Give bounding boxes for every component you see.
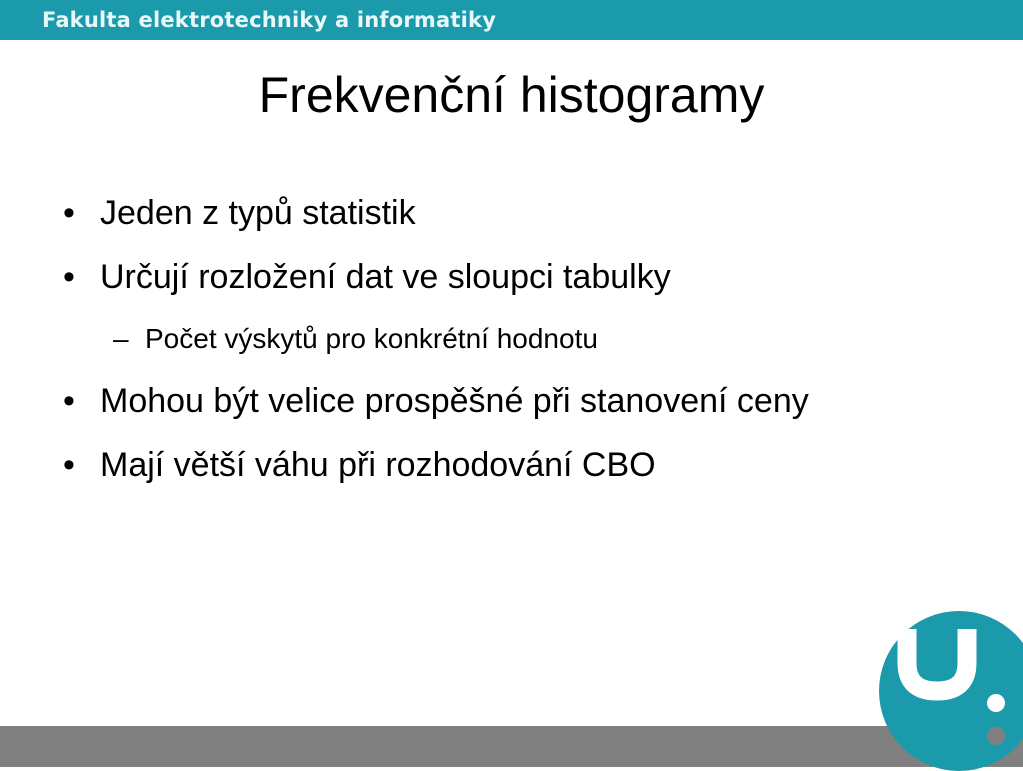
bullet-text: Jeden z typů statistik (100, 194, 416, 232)
bullet-text: Mají větší váhu při rozhodování CBO (100, 446, 656, 484)
bullet-item (63, 444, 656, 486)
bullet-marker: • (63, 382, 75, 420)
bullet-item (63, 380, 809, 422)
header-bar (0, 0, 1023, 40)
bullet-text: Určují rozložení dat ve sloupci tabulky (100, 258, 671, 296)
sub-bullet-text: Počet výskytů pro konkrétní hodnotu (145, 323, 598, 354)
bullet-marker: • (63, 194, 75, 232)
sub-bullet-item (113, 321, 598, 357)
footer-bar (0, 726, 1023, 767)
bullet-marker: • (63, 446, 75, 484)
university-u-logo-icon (879, 611, 1023, 771)
sub-bullet-marker: – (113, 323, 129, 354)
bullet-marker: • (63, 258, 75, 296)
slide-title: Frekvenční histogramy (258, 67, 765, 123)
bullet-text: Mohou být velice prospěšné při stanovení ceny (100, 382, 809, 420)
bullet-item (63, 192, 416, 234)
faculty-name: Fakulta elektrotechniky a informatiky (42, 8, 497, 32)
bullet-item (63, 256, 671, 298)
